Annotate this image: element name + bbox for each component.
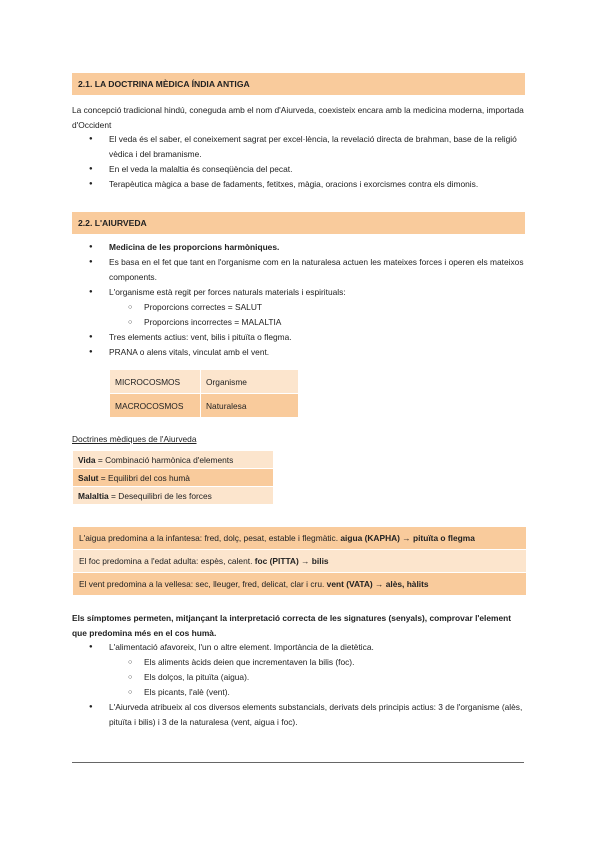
term-definition: = Equilibri del cos humà [98, 472, 190, 483]
age-text: El vent predomina a la vellesa: sec, lleuger, fred, delicat, clar i cru. [79, 579, 327, 589]
table-cell [73, 527, 527, 550]
term-definition: = Desequilibri de les forces [108, 490, 212, 501]
table-cell: MACROCOSMOS [110, 394, 201, 418]
list-item: ● PRANA o alens vitals, vinculat amb el vent. [72, 345, 527, 360]
sub-list-item: ○ Els picants, l'alè (vent). [72, 685, 527, 700]
list-item: ● El veda és el saber, el coneixement sagrat per excel·lència, la revelació directa de brahman, base de la religió vèdica i del bramanisme. [72, 132, 527, 162]
list-item: ● L'Aiurveda atribueix al cos diversos elements substancials, derivats dels principis actius: 3 de l'organisme (alès, pituïta i bilis) i 3 de la naturalesa (vent, aigua i foc). [72, 700, 527, 730]
list-item: ● Terapèutica màgica a base de fadaments, fetitxes, màgia, oracions i exorcismes contra els dimonis. [72, 177, 527, 192]
table-row [73, 573, 527, 596]
doctrines-heading: Doctrines mèdiques de l'Aiurveda [72, 434, 197, 444]
table-cell: Organisme [201, 370, 299, 394]
term-definition: = Combinació harmònica d'elements [95, 454, 234, 465]
age-element: vent (VATA) → alès, hàlits [326, 579, 429, 589]
bullet-list-aiurveda [72, 240, 527, 360]
sub-list-item: ○ Proporcions incorrectes = MALALTIA [72, 315, 527, 330]
table-cell [73, 550, 527, 573]
table-row [73, 469, 274, 487]
table-row [110, 370, 299, 394]
table-cell [73, 469, 274, 487]
bold-bullet-text: Medicina de les proporcions harmòniques. [109, 242, 280, 252]
section-heading-2-2: 2.2. L'AIURVEDA [72, 212, 525, 234]
sub-list-item: ○ Proporcions correctes = SALUT [72, 300, 527, 315]
table-row [73, 451, 274, 469]
bullet-list-symptoms [72, 640, 527, 730]
age-element: aigua (KAPHA) → pituïta o flegma [340, 533, 475, 543]
age-element: foc (PITTA) → bilis [254, 556, 329, 566]
table-cell: Naturalesa [201, 394, 299, 418]
ages-table [72, 526, 527, 596]
table-row [73, 487, 274, 505]
symptoms-paragraph: Els símptomes permeten, mitjançant la interpretació correcta de les signatures (senyals), comprovar l'element que predomina més en el cos humà. [72, 613, 512, 638]
list-item: ● Tres elements actius: vent, bilis i pituïta o flegma. [72, 330, 527, 345]
table-cell [73, 573, 527, 596]
sub-list-item: ○ Els aliments àcids deien que incrementaven la bilis (foc). [72, 655, 527, 670]
list-item: ● L'organisme està regit per forces naturals materials i espirituals: [72, 285, 527, 300]
list-item: ● L'alimentació afavoreix, l'un o altre element. Importància de la dietètica. [72, 640, 527, 655]
term-label: Salut [78, 472, 99, 483]
table-row [73, 550, 527, 573]
section-heading-2-1: 2.1. LA DOCTRINA MÈDICA ÍNDIA ANTIGA [72, 73, 525, 95]
table-cell [73, 451, 274, 469]
term-label: Malaltia [78, 490, 109, 501]
bullet-list-veda [72, 132, 527, 192]
age-text: El foc predomina a l'edat adulta: espès, calent. [79, 556, 255, 566]
horizontal-divider [72, 762, 524, 763]
list-item: ● Es basa en el fet que tant en l'organisme com en la naturalesa actuen les mateixes forces i operen els mateixos components. [72, 255, 527, 285]
sub-list-item: ○ Els dolços, la pituïta (aigua). [72, 670, 527, 685]
table-row [110, 394, 299, 418]
list-item [72, 240, 527, 255]
table-cell [73, 487, 274, 505]
list-item: ● En el veda la malaltia és conseqüència del pecat. [72, 162, 527, 177]
term-label: Vida [78, 454, 96, 465]
cosmos-table [109, 369, 299, 418]
table-cell: MICROCOSMOS [110, 370, 201, 394]
intro-paragraph: La concepció tradicional hindú, coneguda amb el nom d'Aiurveda, coexisteix encara amb la medicina moderna, importada d'Occident [72, 105, 524, 130]
table-row [73, 527, 527, 550]
doctrines-table [72, 450, 274, 505]
age-text: L'aigua predomina a la infantesa: fred, dolç, pesat, estable i flegmàtic. [79, 533, 341, 543]
